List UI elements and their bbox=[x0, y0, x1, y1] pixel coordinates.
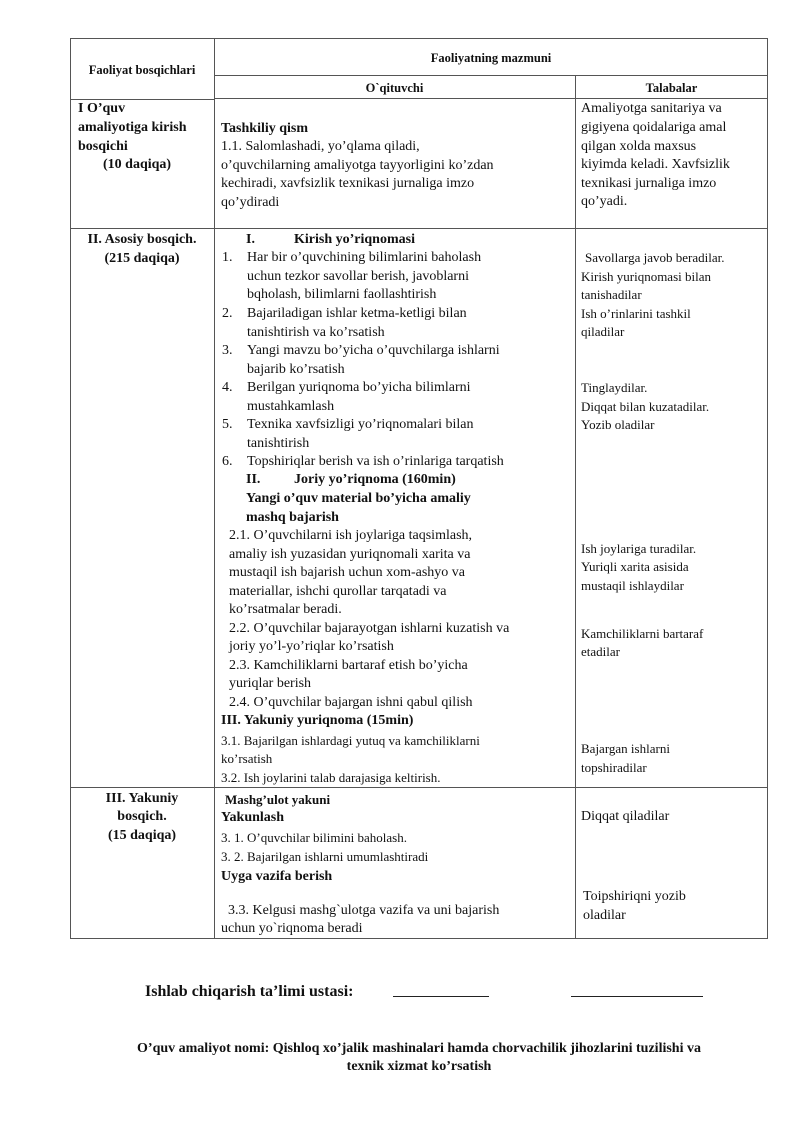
master-signature-label: Ishlab chiqarish ta’limi ustasi: bbox=[145, 983, 354, 1000]
header-content: Faoliyatning mazmuni bbox=[430, 51, 552, 65]
section3-title: III. Yakuniy yuriqnoma (15min) bbox=[221, 713, 414, 728]
header-stages: Faoliyat bosqichlari bbox=[88, 63, 196, 77]
name-line bbox=[571, 996, 703, 997]
course-name-line1: O’quv amaliyot nomi: Qishloq xo’jalik mashinalari hamda chorvachilik jihozlarini tuzilishi va bbox=[137, 1041, 701, 1056]
signature-line bbox=[393, 996, 489, 997]
section1-title: Kirish yo’riqnomasi bbox=[294, 232, 415, 247]
course-name-line2: texnik xizmat ko’rsatish bbox=[346, 1059, 492, 1074]
header-teacher: O`qituvchi bbox=[365, 81, 424, 95]
section2-title: Joriy yo’riqnoma (160min) bbox=[294, 472, 456, 487]
section1-number: I. bbox=[246, 232, 255, 247]
section2-number: II. bbox=[246, 472, 261, 487]
header-students: Talabalar bbox=[645, 81, 698, 95]
